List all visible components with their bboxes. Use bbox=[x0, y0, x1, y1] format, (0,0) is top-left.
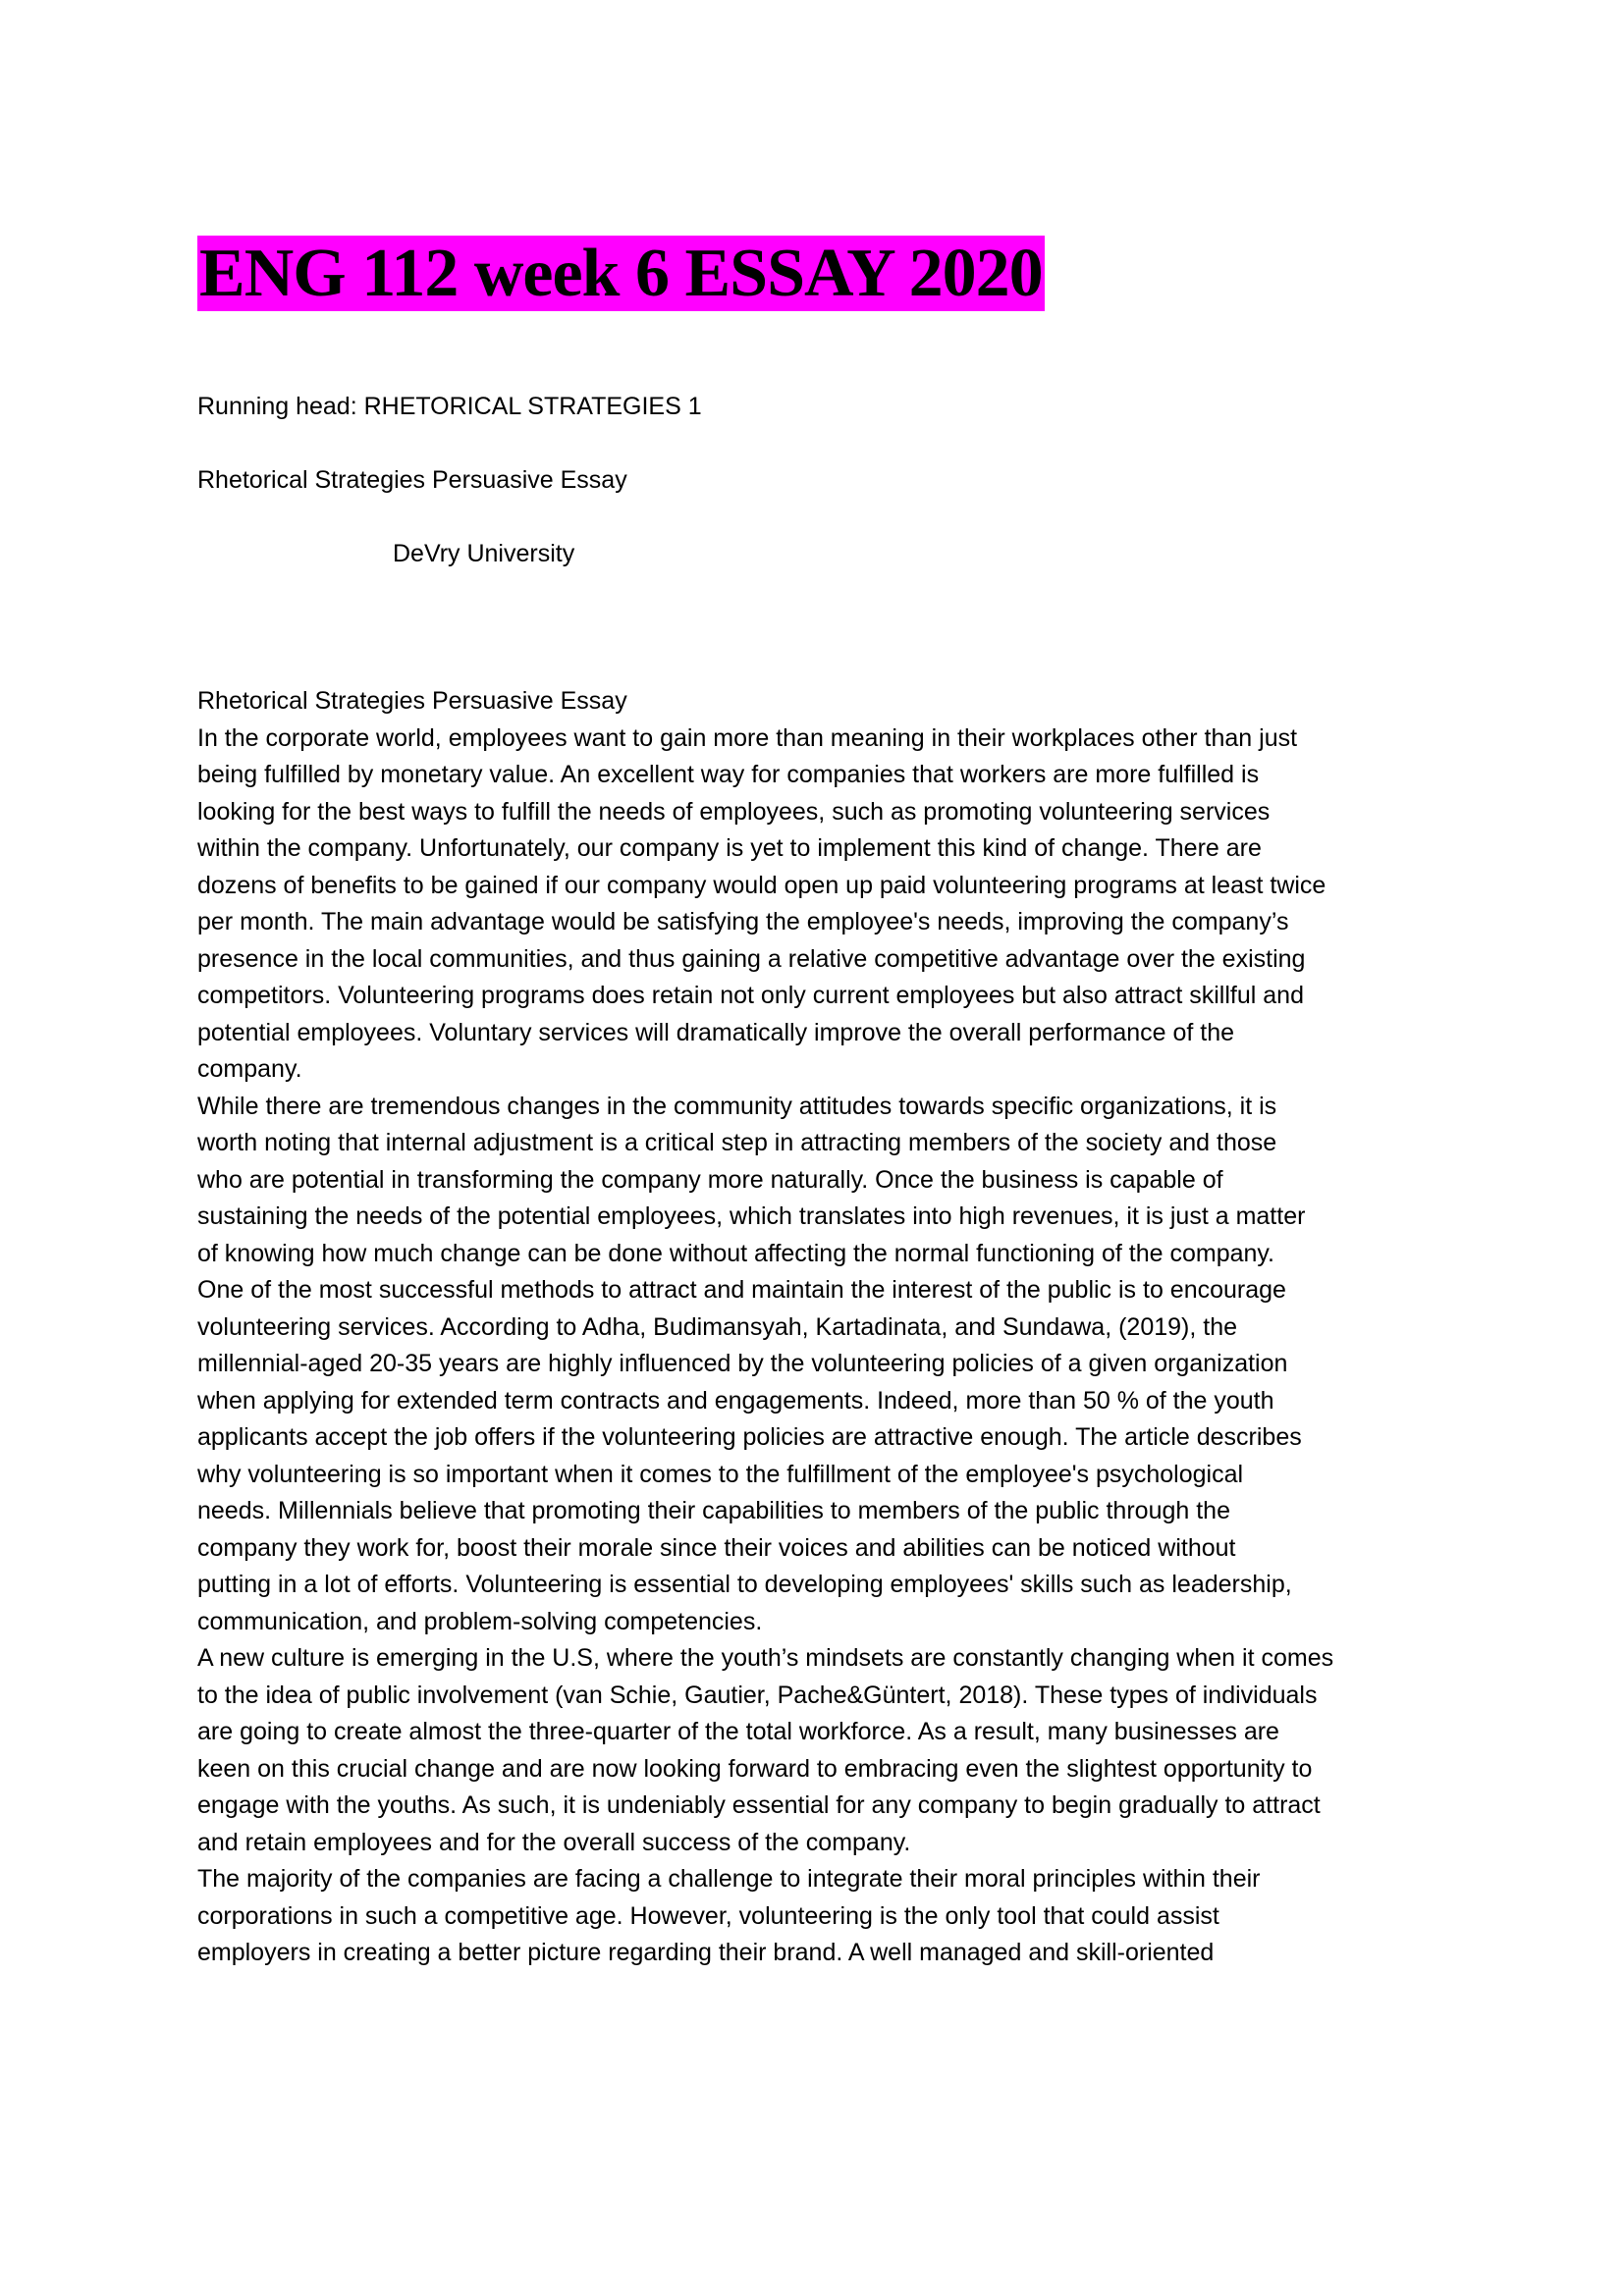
text-line: dozens of benefits to be gained if our company would open up paid volunteering programs at least twice bbox=[197, 871, 1326, 899]
paragraph bbox=[197, 1861, 1333, 1972]
text-line: why volunteering is so important when it comes to the fulfillment of the employee's psychological bbox=[197, 1460, 1244, 1488]
text-line: company they work for, boost their morale since their voices and abilities can be noticed without bbox=[197, 1533, 1236, 1562]
cover-title: Rhetorical Strategies Persuasive Essay bbox=[197, 466, 627, 494]
text-line: volunteering services. According to Adha, Budimansyah, Kartadinata, and Sundawa, (2019), the bbox=[197, 1312, 1237, 1341]
text-line: within the company. Unfortunately, our company is yet to implement this kind of change. There are bbox=[197, 834, 1262, 862]
document-title: ENG 112 week 6 ESSAY 2020 bbox=[199, 236, 1043, 311]
text-line: putting in a lot of efforts. Volunteering is essential to developing employees' skills such as leadership, bbox=[197, 1571, 1292, 1598]
text-line: looking for the best ways to fulfill the needs of employees, such as promoting volunteering services bbox=[197, 797, 1271, 826]
running-head: Running head: RHETORICAL STRATEGIES 1 bbox=[197, 393, 702, 420]
text-line: applicants accept the job offers if the volunteering policies are attractive enough. The article describes bbox=[197, 1423, 1302, 1451]
text-line: engage with the youths. As such, it is undeniably essential for any company to begin gradually to attract bbox=[197, 1791, 1321, 1819]
text-line: to the idea of public involvement (van Schie, Gautier, Pache&Güntert, 2018). These types of individuals bbox=[197, 1681, 1318, 1709]
text-line: In the corporate world, employees want to gain more than meaning in their workplaces other than just bbox=[197, 723, 1298, 752]
text-line: sustaining the needs of the potential employees, which translates into high revenues, it is just a matter bbox=[197, 1202, 1306, 1230]
text-line: per month. The main advantage would be satisfying the employee's needs, improving the company’s bbox=[197, 908, 1289, 935]
paragraph bbox=[197, 1640, 1333, 1861]
text-line: While there are tremendous changes in the community attitudes towards specific organizations, it is bbox=[197, 1092, 1277, 1120]
essay-heading: Rhetorical Strategies Persuasive Essay bbox=[197, 687, 627, 715]
text-line: One of the most successful methods to attract and maintain the interest of the public is to encourage bbox=[197, 1276, 1286, 1304]
text-line: potential employees. Voluntary services will dramatically improve the overall performance of the bbox=[197, 1018, 1235, 1046]
text-line: and retain employees and for the overall success of the company. bbox=[197, 1828, 911, 1856]
essay-body bbox=[197, 683, 1333, 1972]
text-line: needs. Millennials believe that promoting their capabilities to members of the public through the bbox=[197, 1497, 1230, 1524]
text-line: millennial-aged 20-35 years are highly influenced by the volunteering policies of a given organization bbox=[197, 1350, 1288, 1377]
text-line: being fulfilled by monetary value. An excellent way for companies that workers are more fulfilled is bbox=[197, 761, 1260, 788]
paragraph bbox=[197, 721, 1333, 1089]
text-line: communication, and problem-solving competencies. bbox=[197, 1607, 763, 1635]
text-line: employers in creating a better picture regarding their brand. A well managed and skill-oriented bbox=[197, 1939, 1215, 1966]
text-line: are going to create almost the three-quarter of the total workforce. As a result, many businesses are bbox=[197, 1718, 1279, 1745]
text-line: who are potential in transforming the company more naturally. Once the business is capable of bbox=[197, 1165, 1223, 1194]
text-line: A new culture is emerging in the U.S, where the youth’s mindsets are constantly changing when it comes bbox=[197, 1644, 1334, 1672]
text-line: corporations in such a competitive age. However, volunteering is the only tool that could assist bbox=[197, 1901, 1219, 1930]
text-line: The majority of the companies are facing a challenge to integrate their moral principles within their bbox=[197, 1865, 1261, 1893]
text-line: when applying for extended term contracts and engagements. Indeed, more than 50 % of the youth bbox=[197, 1386, 1274, 1415]
text-line: company. bbox=[197, 1055, 302, 1083]
text-line: competitors. Volunteering programs does retain not only current employees but also attract skillful and bbox=[197, 982, 1304, 1009]
institution: DeVry University bbox=[393, 540, 575, 567]
text-line: presence in the local communities, and thus gaining a relative competitive advantage over the existing bbox=[197, 944, 1306, 973]
paragraph bbox=[197, 1089, 1333, 1641]
text-line: keen on this crucial change and are now looking forward to embracing even the slightest opportunity to bbox=[197, 1754, 1313, 1783]
text-line: worth noting that internal adjustment is a critical step in attracting members of the society and those bbox=[197, 1129, 1277, 1156]
text-line: of knowing how much change can be done without affecting the normal functioning of the company. bbox=[197, 1239, 1274, 1267]
